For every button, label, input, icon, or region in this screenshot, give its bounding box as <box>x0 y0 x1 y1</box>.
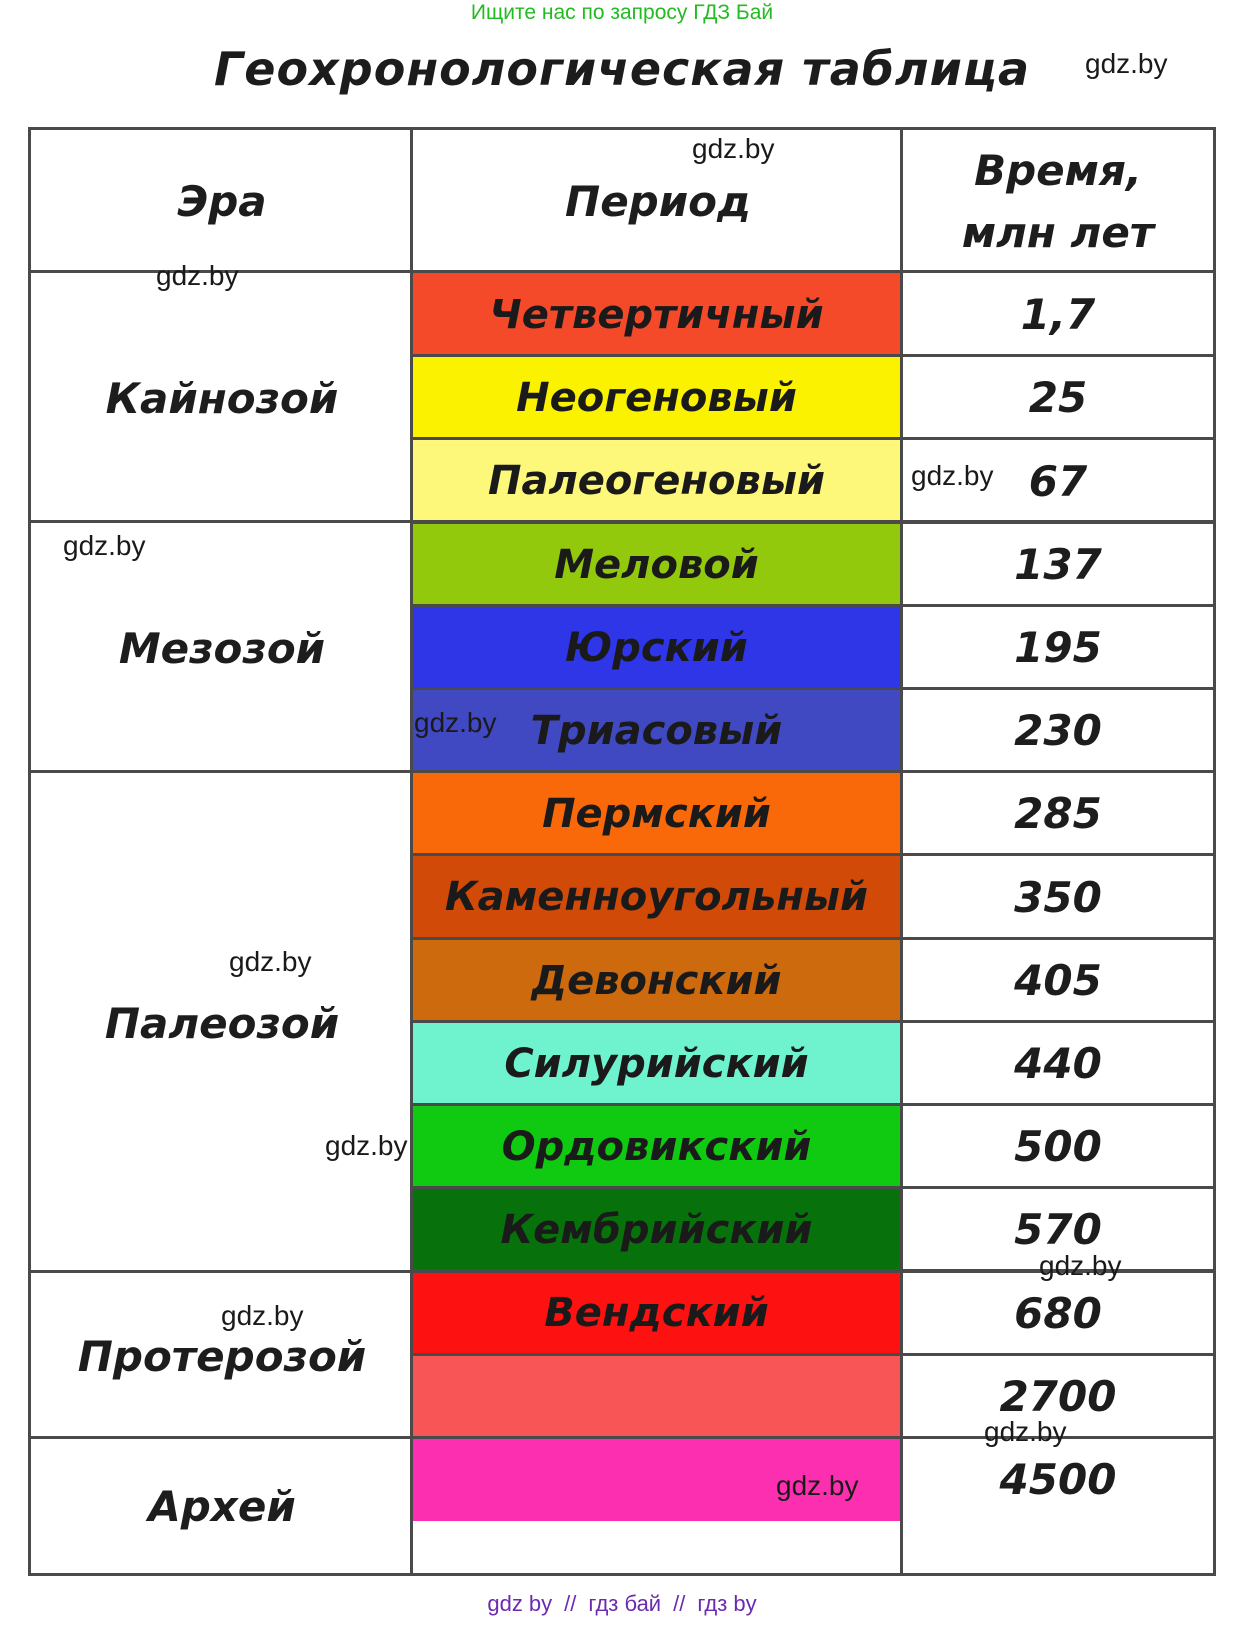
header-period <box>413 130 903 273</box>
period-cell <box>413 356 900 439</box>
period-label: Триасовый <box>530 707 783 754</box>
row-divider <box>413 354 1213 357</box>
header-time-line2: млн лет <box>961 207 1155 257</box>
watermark: gdz.by <box>1085 48 1168 79</box>
row-divider <box>413 1103 1213 1106</box>
watermark: gdz.by <box>221 1300 304 1331</box>
period-label: Ордовикский <box>501 1123 812 1170</box>
row-divider <box>413 1186 1213 1189</box>
time-value: 2700 <box>999 1372 1117 1421</box>
watermark: gdz.by <box>984 1416 1067 1447</box>
period-cell <box>413 523 900 606</box>
watermark: gdz.by <box>1039 1250 1122 1281</box>
watermark: gdz.by <box>911 460 994 491</box>
header-era-label: Эра <box>177 176 267 226</box>
time-value: 285 <box>1014 789 1102 838</box>
era-label: Палеозой <box>104 998 340 1048</box>
period-label: Четвертичный <box>489 291 824 338</box>
period-cell <box>413 273 900 356</box>
column-divider <box>900 130 903 1573</box>
era-label: Кайнозой <box>105 373 339 423</box>
header-time-line1: Время, <box>974 145 1142 195</box>
row-divider <box>413 604 1213 607</box>
row-divider <box>31 520 1213 523</box>
period-label: Вендский <box>544 1290 769 1336</box>
period-cell <box>413 1188 900 1271</box>
row-divider <box>413 687 1213 690</box>
period-label: Меловой <box>554 541 759 588</box>
era-cell <box>31 1439 413 1573</box>
watermark: gdz.by <box>414 707 497 738</box>
top-banner[interactable]: Ищите нас по запросу ГДЗ Бай <box>470 1 774 24</box>
time-cell <box>903 1438 1213 1521</box>
period-cell <box>413 1022 900 1105</box>
time-cell <box>903 606 1213 689</box>
footer-links <box>0 1590 1244 1618</box>
time-value: 25 <box>1028 373 1088 422</box>
watermark: gdz.by <box>156 260 239 291</box>
time-value: 680 <box>1014 1288 1102 1338</box>
period-cell <box>413 772 900 855</box>
header-time <box>903 130 1213 273</box>
period-label: Неогеновый <box>516 374 797 421</box>
era-cell <box>31 1273 413 1439</box>
era-cell <box>31 273 413 523</box>
era-label: Мезозой <box>118 623 326 673</box>
period-label: Юрский <box>565 624 748 671</box>
watermark: gdz.by <box>325 1130 408 1161</box>
watermark: gdz.by <box>63 530 146 561</box>
watermark: gdz.by <box>776 1470 859 1501</box>
row-divider <box>31 770 1213 773</box>
period-cell <box>413 855 900 939</box>
period-cell <box>413 939 900 1022</box>
footer-link[interactable]: гдз by <box>697 1591 757 1616</box>
footer-link[interactable]: gdz by <box>487 1591 553 1616</box>
time-cell <box>903 1271 1213 1355</box>
time-value: 67 <box>1028 456 1088 506</box>
time-value: 195 <box>1014 623 1102 672</box>
period-cell <box>413 1105 900 1188</box>
footer-separator: // <box>564 1591 577 1616</box>
column-divider <box>410 130 413 1573</box>
footer-separator: // <box>673 1591 686 1616</box>
footer-link[interactable]: гдз бай <box>588 1591 662 1616</box>
time-cell <box>903 523 1213 606</box>
time-cell <box>903 1105 1213 1188</box>
period-label: Каменноугольный <box>444 874 869 920</box>
header-period-label: Период <box>565 176 751 226</box>
era-cell <box>31 773 413 1273</box>
time-value: 137 <box>1014 540 1102 589</box>
row-divider <box>31 1270 1213 1273</box>
time-cell <box>903 1022 1213 1105</box>
time-value: 1,7 <box>1020 290 1096 339</box>
time-cell <box>903 772 1213 855</box>
time-value: 350 <box>1014 872 1102 922</box>
row-divider <box>413 937 1213 940</box>
time-value: 4500 <box>999 1455 1117 1504</box>
time-value: 405 <box>1014 956 1102 1005</box>
period-cell <box>413 439 900 523</box>
period-label: Пермский <box>542 790 771 837</box>
row-divider <box>413 1353 1213 1356</box>
time-value: 570 <box>1014 1205 1102 1254</box>
period-cell <box>413 606 900 689</box>
watermark: gdz.by <box>692 133 775 164</box>
page-title: Геохронологическая таблица <box>214 42 1030 96</box>
period-cell <box>413 1355 900 1438</box>
row-divider <box>413 1020 1213 1023</box>
period-label: Кембрийский <box>500 1206 813 1253</box>
time-cell <box>903 939 1213 1022</box>
time-value: 500 <box>1014 1122 1102 1171</box>
watermark: gdz.by <box>229 946 312 977</box>
time-cell <box>903 273 1213 356</box>
era-label: Архей <box>148 1481 296 1531</box>
era-label: Протерозой <box>77 1331 367 1381</box>
row-divider <box>413 437 1213 440</box>
time-value: 230 <box>1014 706 1102 755</box>
row-divider <box>413 853 1213 856</box>
time-value: 440 <box>1014 1039 1102 1088</box>
period-label: Силурийский <box>504 1040 809 1087</box>
header-era <box>31 130 413 273</box>
period-label: Девонский <box>531 957 782 1004</box>
time-cell <box>903 855 1213 939</box>
time-cell <box>903 689 1213 772</box>
time-cell <box>903 356 1213 439</box>
period-cell <box>413 1271 900 1355</box>
period-label: Палеогеновый <box>487 458 826 504</box>
geochronological-table <box>28 127 1216 1576</box>
